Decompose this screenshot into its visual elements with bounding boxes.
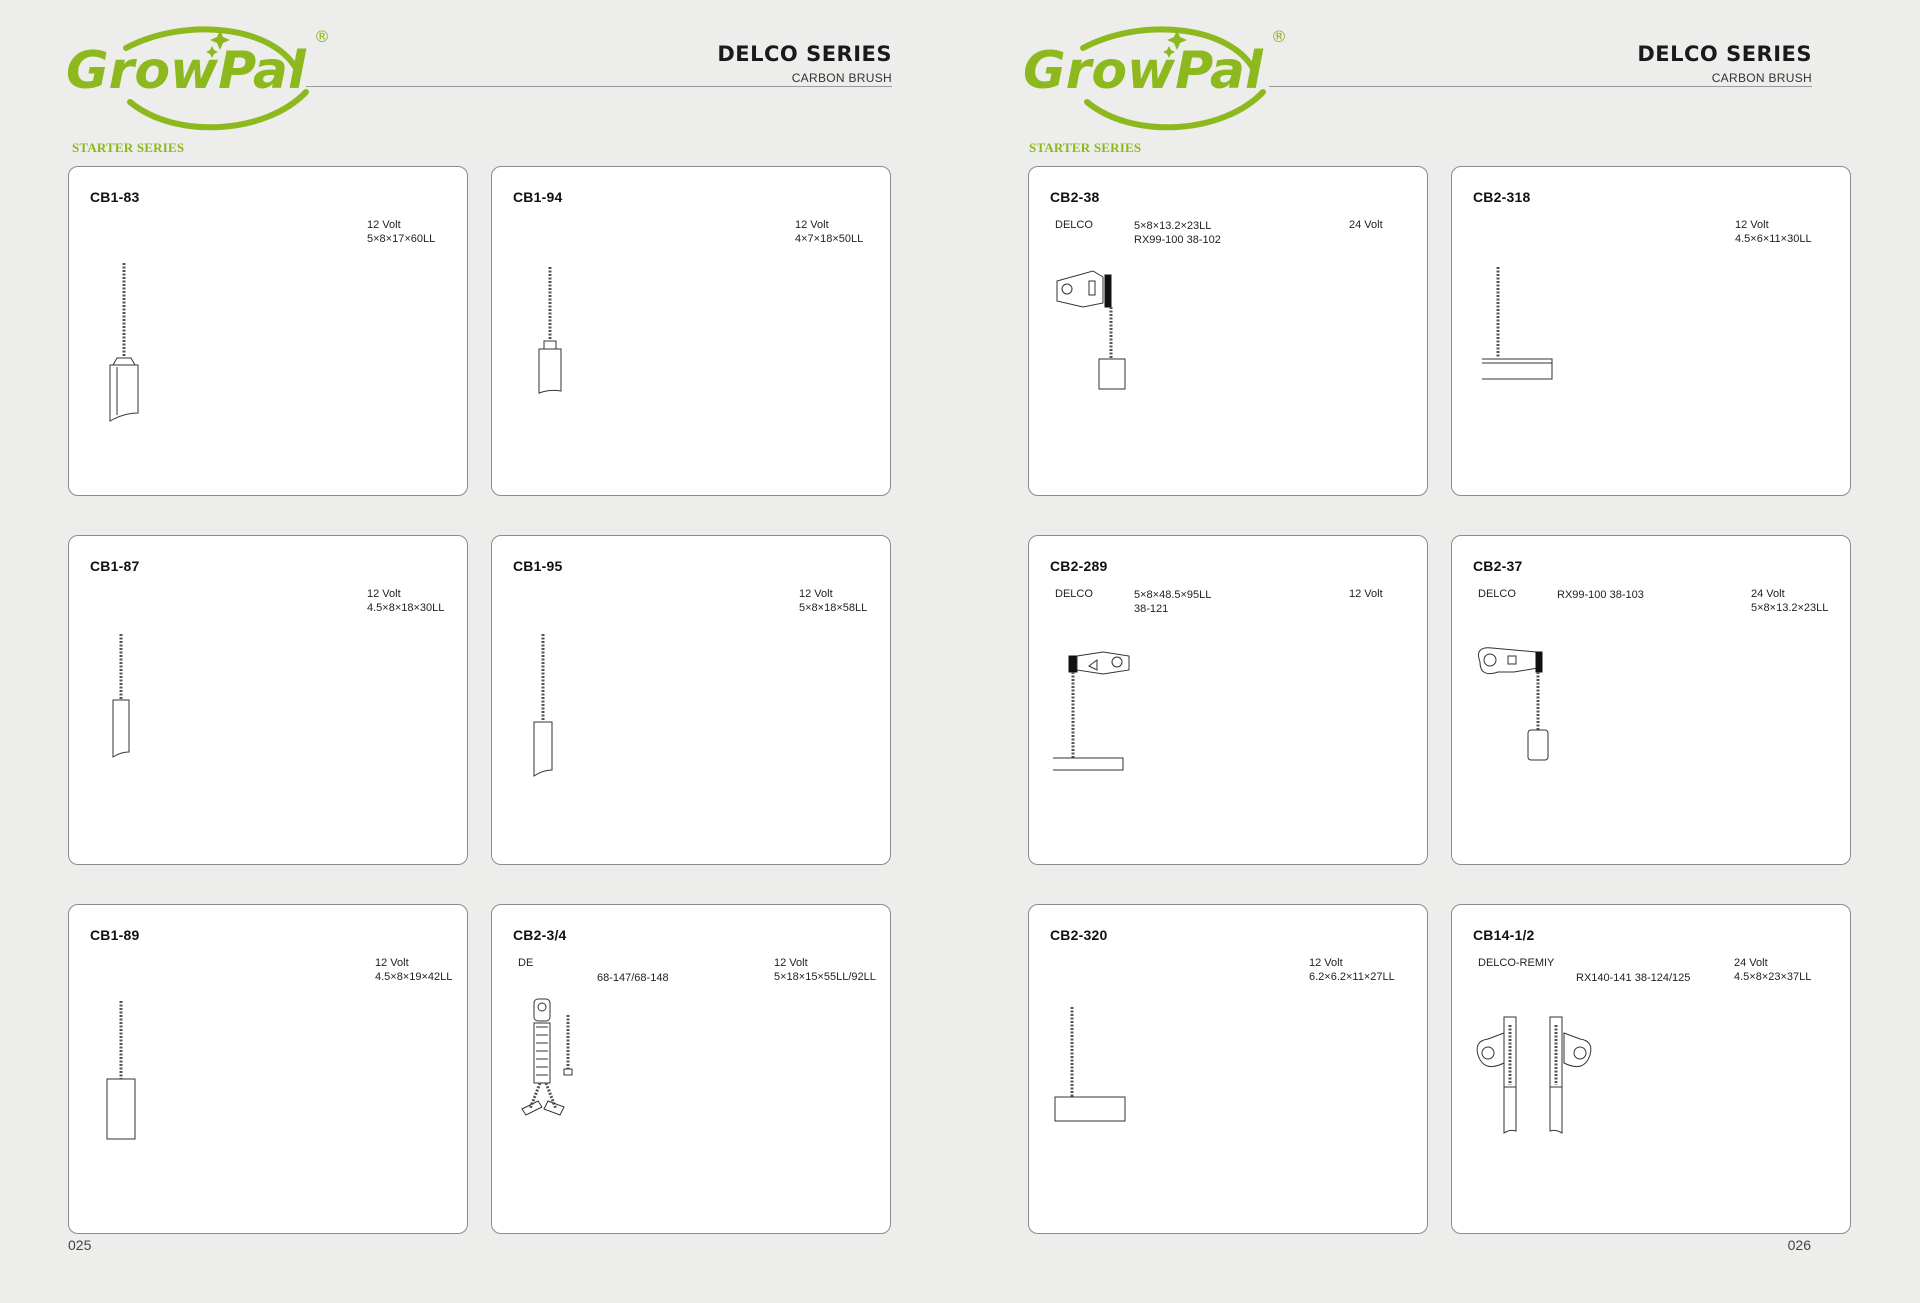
dimensions: 4.5×8×19×42LL [375,971,453,983]
brush-drawing [522,997,602,1137]
catalog-page-right [960,0,1920,1303]
growpal-logo-graphic [66,22,336,122]
product-reference [1576,957,1690,985]
product-spec [1751,587,1828,615]
reference-number: RX99-100 38-102 [1134,234,1221,246]
dimensions: 4.5×8×18×30LL [367,602,445,614]
voltage: 12 Volt [367,219,401,231]
page-number: 025 [68,1237,92,1253]
series-subtitle: CARBON BRUSH [1711,71,1812,85]
product-card[interactable] [1028,166,1428,496]
product-brand: DELCO-REMIY [1478,957,1555,969]
brush-drawing [1474,1015,1604,1145]
product-code: CB1-89 [90,927,140,943]
voltage: 12 Volt [795,219,829,231]
product-spec [795,218,863,246]
dimensions: 4×7×18×50LL [795,233,864,245]
dimensions: 6.2×6.2×11×27LL [1309,971,1395,983]
brush-drawing [530,634,560,794]
product-code: CB1-94 [513,189,563,205]
brush-drawing [109,634,139,764]
product-code: CB2-37 [1473,558,1523,574]
reference-number: 38-121 [1134,603,1169,615]
product-reference [1134,219,1221,247]
product-brand: DE [518,957,534,969]
product-code: CB2-38 [1050,189,1100,205]
voltage: 12 Volt [1309,957,1343,969]
dimensions: 5×8×48.5×95LL [1134,589,1212,601]
voltage: 24 Volt [1734,957,1768,969]
product-card[interactable] [1028,535,1428,865]
product-brand: DELCO [1478,588,1516,600]
reference-number: RX140-141 38-124/125 [1576,972,1691,984]
reference-number: 68-147/68-148 [597,972,669,984]
brush-drawing [1474,644,1564,774]
product-card[interactable] [1451,904,1851,1234]
dimensions: 5×8×17×60LL [367,233,436,245]
product-card[interactable] [68,904,468,1234]
product-spec [1734,956,1811,984]
product-card[interactable] [1028,904,1428,1234]
product-code: CB14-1/2 [1473,927,1535,943]
product-brand: DELCO [1055,219,1093,231]
dimensions: 4.5×6×11×30LL [1735,233,1812,245]
brush-drawing [1482,267,1562,387]
voltage: 24 Volt [1349,219,1383,231]
brush-drawing [1055,1007,1135,1127]
voltage: 12 Volt [774,957,808,969]
growpal-logo-graphic [1023,22,1293,122]
header-rule [306,86,892,87]
product-code: CB2-320 [1050,927,1108,943]
voltage: 12 Volt [799,588,833,600]
header-rule [1269,86,1812,87]
product-spec [367,587,444,615]
product-spec [1349,218,1383,232]
voltage: 24 Volt [1751,588,1785,600]
product-reference [1134,588,1211,616]
registered-mark: ® [1271,27,1287,46]
dimensions: 4.5×8×23×37LL [1734,971,1812,983]
product-spec [799,587,867,615]
series-title: DELCO SERIES [1637,42,1812,66]
section-label: STARTER SERIES [72,140,185,155]
product-spec [367,218,435,246]
brush-drawing [99,1001,149,1151]
voltage: 12 Volt [1735,219,1769,231]
product-card[interactable] [491,904,891,1234]
reference-number: RX99-100 38-103 [1557,589,1644,601]
product-spec [774,956,876,984]
brand-logo [1023,22,1293,122]
voltage: 12 Volt [375,957,409,969]
voltage: 12 Volt [1349,588,1383,600]
product-spec [1349,587,1383,601]
product-reference [597,957,669,985]
product-card[interactable] [68,535,468,865]
product-spec [1735,218,1812,246]
product-code: CB1-95 [513,558,563,574]
product-card[interactable] [491,535,891,865]
dimensions: 5×18×15×55LL/92LL [774,971,876,983]
product-code: CB1-83 [90,189,140,205]
registered-mark: ® [314,27,330,46]
product-brand: DELCO [1055,588,1093,600]
product-card[interactable] [68,166,468,496]
product-card[interactable] [491,166,891,496]
series-title: DELCO SERIES [717,42,892,66]
product-spec [1309,956,1395,984]
dimensions: 5×8×13.2×23LL [1751,602,1829,614]
brush-drawing [107,263,147,423]
product-code: CB2-289 [1050,558,1108,574]
brush-drawing [1053,267,1133,397]
dimensions: 5×8×18×58LL [799,602,868,614]
product-spec [375,956,452,984]
brush-drawing [536,267,576,397]
page-number: 026 [1787,1237,1811,1253]
product-reference [1557,588,1644,602]
product-code: CB1-87 [90,558,140,574]
product-card[interactable] [1451,535,1851,865]
product-card[interactable] [1451,166,1851,496]
product-code: CB2-3/4 [513,927,567,943]
brand-wordmark: GrowPal [66,41,306,101]
dimensions: 5×8×13.2×23LL [1134,220,1212,232]
voltage: 12 Volt [367,588,401,600]
brand-logo [66,22,336,122]
brush-drawing [1053,648,1143,778]
series-subtitle: CARBON BRUSH [791,71,892,85]
product-code: CB2-318 [1473,189,1531,205]
brand-wordmark: GrowPal [1023,41,1263,101]
section-label: STARTER SERIES [1029,140,1142,155]
